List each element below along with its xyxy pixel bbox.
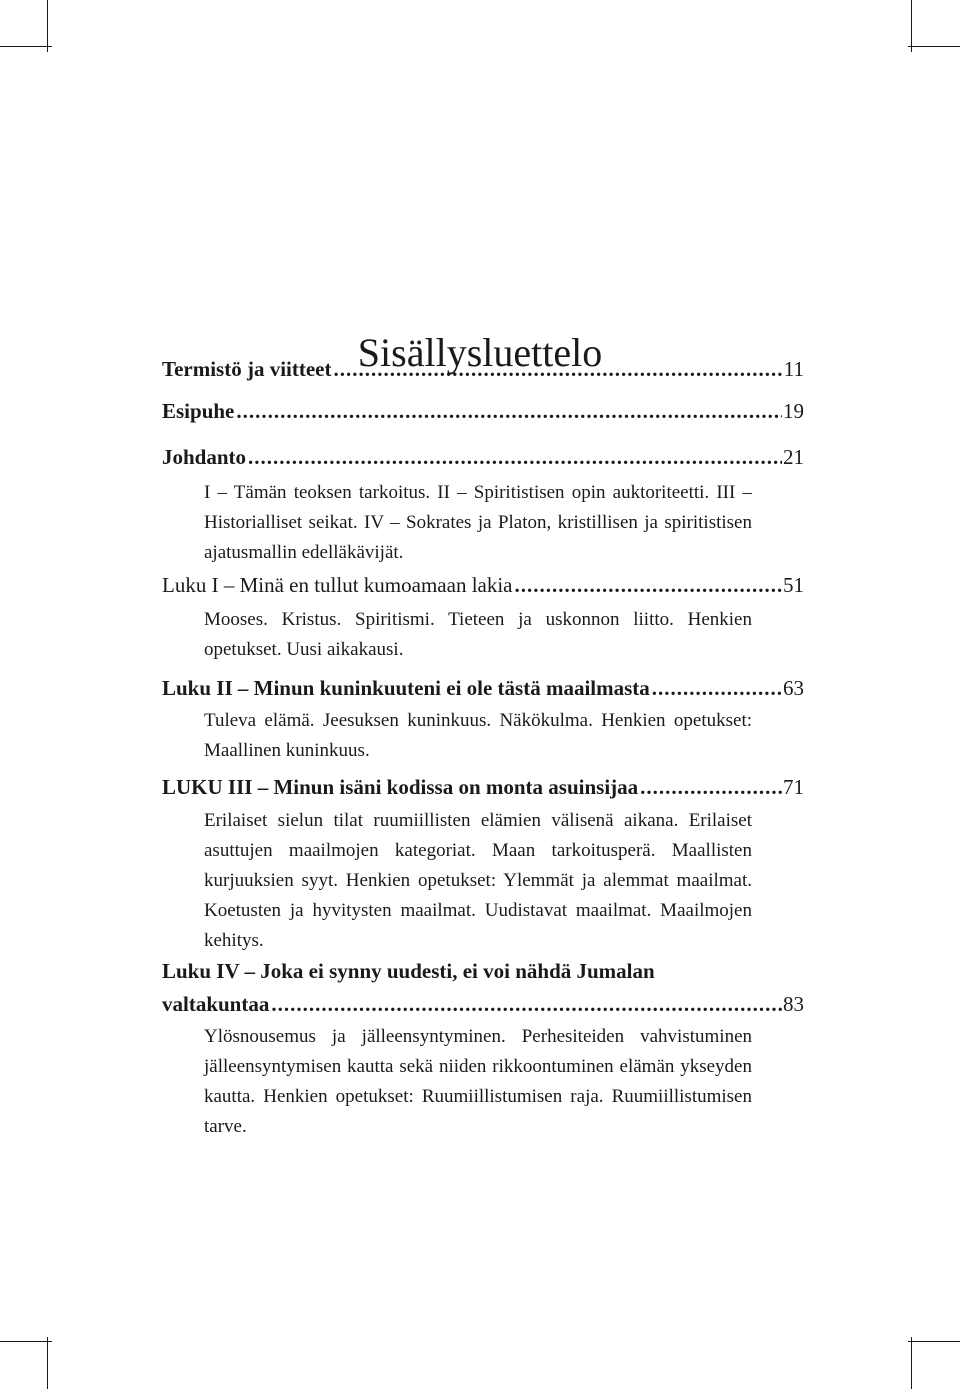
toc-entry-title-line1: Luku IV – Joka ei synny uudesti, ei voi nähdä Jumalan <box>162 959 655 983</box>
dot-leader <box>236 395 782 427</box>
dot-leader <box>248 441 782 473</box>
toc-entry-description: Erilaiset sielun tilat ruumiillisten elämien välisenä aikana. Erilaiset asuttujen maailmojen kategoriat. Maan tarkoitusperä. Maallisten kurjuuksien syyt. Henkien opetukset: Ylemmät ja alemmat maailmat. Koetusten ja hyvitysten maailmat. Uudistavat maailmat. Maailmojen kehitys. <box>204 810 752 951</box>
toc-entry-page: 83 <box>783 992 804 1016</box>
toc-entry-title: Esipuhe <box>162 399 235 423</box>
toc-entry-page: 63 <box>783 676 804 700</box>
toc-entry-page: 11 <box>783 357 804 381</box>
toc-entry-title: Johdanto <box>162 445 247 469</box>
toc-entry-page: 19 <box>783 399 804 423</box>
toc-entry[interactable] <box>162 569 804 601</box>
toc-entry-title: LUKU III – Minun isäni kodissa on monta asuinsijaa <box>162 775 639 799</box>
toc-entry-title: Luku II – Minun kuninkuuteni ei ole tästä maailmasta <box>162 676 650 700</box>
crop-mark <box>911 0 912 52</box>
toc-entry-page: 21 <box>783 445 804 469</box>
dot-leader <box>640 771 782 803</box>
crop-mark <box>908 46 960 47</box>
crop-mark <box>0 46 52 47</box>
dot-leader <box>652 672 782 704</box>
toc-entry[interactable] <box>162 771 804 803</box>
crop-mark <box>47 0 48 52</box>
dot-leader <box>271 988 782 1020</box>
toc-entry[interactable] <box>162 672 804 704</box>
toc-entry-title: Termistö ja viitteet <box>162 357 332 381</box>
toc-entry-description: Mooses. Kristus. Spiritismi. Tieteen ja uskonnon liitto. Henkien opetukset. Uusi aikakausi. <box>204 609 752 660</box>
page-title: Sisällysluettelo <box>357 329 603 375</box>
toc-entry-page: 71 <box>783 775 804 799</box>
dot-leader <box>515 569 783 601</box>
dot-leader <box>334 353 783 385</box>
toc-entry-description: Ylösnousemus ja jälleensyntyminen. Perhesiteiden vahvistuminen jälleensyntymisen kautta sekä niiden rikkoontuminen elämän ykseyden kautta. Henkien opetukset: Ruumiillistumisen raja. Ruumiillistumisen tarve. <box>204 1026 752 1137</box>
crop-mark <box>911 1337 912 1389</box>
toc-entry[interactable] <box>162 441 804 473</box>
toc-entry[interactable] <box>162 395 804 427</box>
toc-entry-description: Tuleva elämä. Jeesuksen kuninkuus. Näkökulma. Henkien opetukset: Maallinen kuninkuus. <box>204 710 752 761</box>
crop-mark <box>908 1341 960 1342</box>
toc-entry[interactable] <box>162 353 804 385</box>
crop-mark <box>0 1341 52 1342</box>
toc-entry-description: I – Tämän teoksen tarkoitus. II – Spiritistisen opin auktoriteetti. III – Historialliset seikat. IV – Sokrates ja Platon, kristillisen ja spiritistisen ajatusmallin edelläkävijät. <box>204 482 752 563</box>
toc-entry-title: Luku I – Minä en tullut kumoamaan lakia <box>162 573 513 597</box>
toc-entry-title-line2: valtakuntaa <box>162 992 270 1016</box>
toc-entry-page: 51 <box>783 573 804 597</box>
toc-entry[interactable] <box>162 988 804 1020</box>
crop-mark <box>47 1337 48 1389</box>
